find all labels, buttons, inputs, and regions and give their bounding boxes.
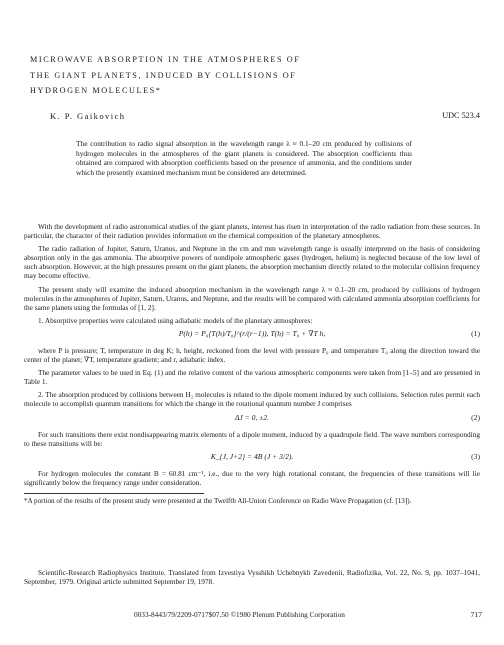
paragraph-7: 2. The absorption produced by collisions between H₂ molecules is related to the dipole moment induced by such collisions. Selection rules permit each molecule to accomplish quantum transitions for which the change in the rotational quantum number J comprises — [24, 390, 480, 409]
paragraph-5: where P is pressure; T, temperature in deg K; h, height, reckoned from the level with pressure P₀ and temperature T₀ along the direction toward the center of the planet; ∇T, temperature gradient; and r, adiabatic index. — [24, 345, 480, 365]
author-name: K. P. Gaikovich — [50, 111, 126, 121]
abstract: The contribution to radio signal absorption in the wavelength range λ ≈ 0.1–20 cm produced by collisions of hydrogen molecules in the atmospheres of the giant planets is considered. The absorption coefficients thus obtained are compared with absorption coefficients based on the presence of ammonia, and the conditions under which the presently examined mechanism must be considered are determined. — [76, 139, 412, 177]
paragraph-1: With the development of radio astronomical studies of the giant planets, interest has risen in interpretation of the radio radiation from these sources. In particular, the character of their radiation provides information on the chemical composition of the planetary atmospheres. — [24, 222, 480, 241]
title-line-2: THE GIANT PLANETS, INDUCED BY COLLISIONS OF — [30, 70, 297, 80]
paragraph-4: 1. Absorptive properties were calculated using adiabatic models of the planetary atmospheres: — [38, 315, 313, 325]
equation-3 — [24, 452, 480, 465]
paragraph-2: The radio radiation of Jupiter, Saturn, Uranus, and Neptune in the cm and mm wavelength range is usually interpreted on the basis of considering absorption only in the gas ammonia. The absorptive powers of nondipole atmospheric gases (hydrogen, helium) is neglected because of the low level of such absorption. However, at the high pressures present on the giant planets, the absorption mechanism directly related to the molecular collision frequency may become effective. — [24, 244, 480, 281]
equation-2 — [24, 413, 480, 426]
equation-3-number: (3) — [471, 451, 480, 461]
equation-1 — [24, 329, 480, 342]
paragraph-3: The present study will examine the induced absorption mechanism in the wavelength range λ ≈ 0.1–20 cm, produced by collisions of hydrogen molecules in the atmospheres of Jupiter, Saturn, Uranus, and Neptune, and the results will be compared with calculated ammonia absorption coefficients for the same planets using the formulas of [1, 2]. — [24, 284, 480, 312]
footnote-divider — [24, 493, 204, 494]
equation-2-number: (2) — [471, 412, 480, 422]
paragraph-6: The parameter values to be used in Eq. (1) and the relative content of the various atmospheric components were taken from [1–5] and are presented in Table 1. — [24, 368, 480, 387]
article-title — [30, 52, 470, 99]
equation-2-expression: ΔJ = 0, ±2. — [234, 412, 270, 422]
equation-1-expression: P(h) = P₀[T(h)/T₀]^(r/(r−1)), T(h) = T₀ + ∇T h, — [178, 328, 326, 338]
article-body — [24, 222, 480, 510]
title-line-3: HYDROGEN MOLECULES* — [30, 86, 162, 95]
paragraph-8: For such transitions there exist nondisappearing matrix elements of a dipole moment, induced by a quadrupole field. The wave numbers corresponding to these transitions will be: — [24, 429, 480, 448]
equation-1-number: (1) — [471, 328, 480, 338]
copyright-line: 0033-8443/79/2209-0717$07.50 ©1980 Plenum Publishing Corporation — [134, 610, 345, 619]
equation-3-expression: K_{J, J+2} = 4B (J + 3/2). — [210, 451, 294, 461]
udc-code: UDC 523.4 — [442, 111, 480, 120]
title-line-1: MICROWAVE ABSORPTION IN THE ATMOSPHERES OF — [30, 55, 301, 64]
paragraph-9: For hydrogen molecules the constant B = 60.81 cm⁻¹, i.e., due to the very high rotational constant, the frequencies of these transitions will lie significantly below the frequency range under consideration. — [24, 468, 480, 487]
page-number: 717 — [470, 610, 482, 619]
institution-note: Scientific-Research Radiophysics Institute. Translated from Izvestiya Vysshikh Uchebnykh Zavedenii, Radiofizika, Vol. 22, No. 9, pp. 1037–1041, September, 1979. Original article submitted September 19, 1978. — [24, 568, 480, 587]
footnote: *A portion of the results of the present study were presented at the Twelfth All-Union Conference on Radio Wave Propagation (cf. [13]). — [24, 496, 412, 505]
